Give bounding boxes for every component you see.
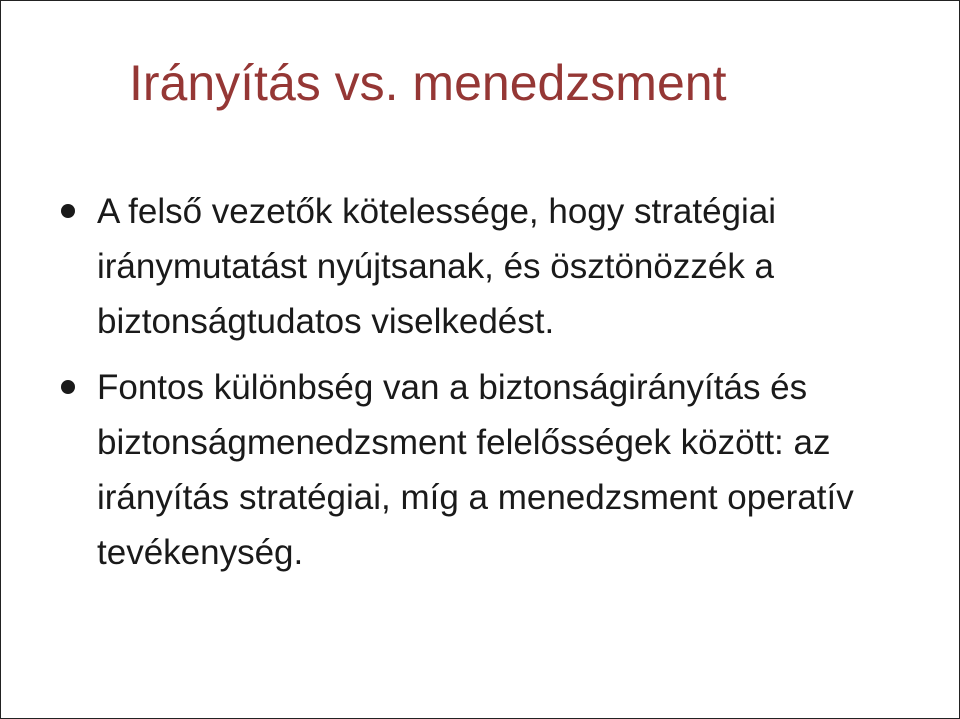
bullet-text: Fontos különbség van a biztonságirányítás és biztonságmenedzsment felelősségek között: az irányítás stratégiai, míg a menedzsment operatív tevékenység. xyxy=(97,368,854,572)
bullet-item-difference xyxy=(1,360,959,580)
bullet-dot-icon xyxy=(61,380,75,394)
bullet-list xyxy=(1,184,959,580)
bullet-item-responsibilities xyxy=(1,184,959,349)
bullet-text: A felső vezetők kötelessége, hogy stratégiai iránymutatást nyújtsanak, és ösztönözzék a biztonságtudatos viselkedést. xyxy=(97,192,777,341)
slide-title: Irányítás vs. menedzsment xyxy=(129,55,727,111)
bullet-dot-icon xyxy=(61,204,75,218)
